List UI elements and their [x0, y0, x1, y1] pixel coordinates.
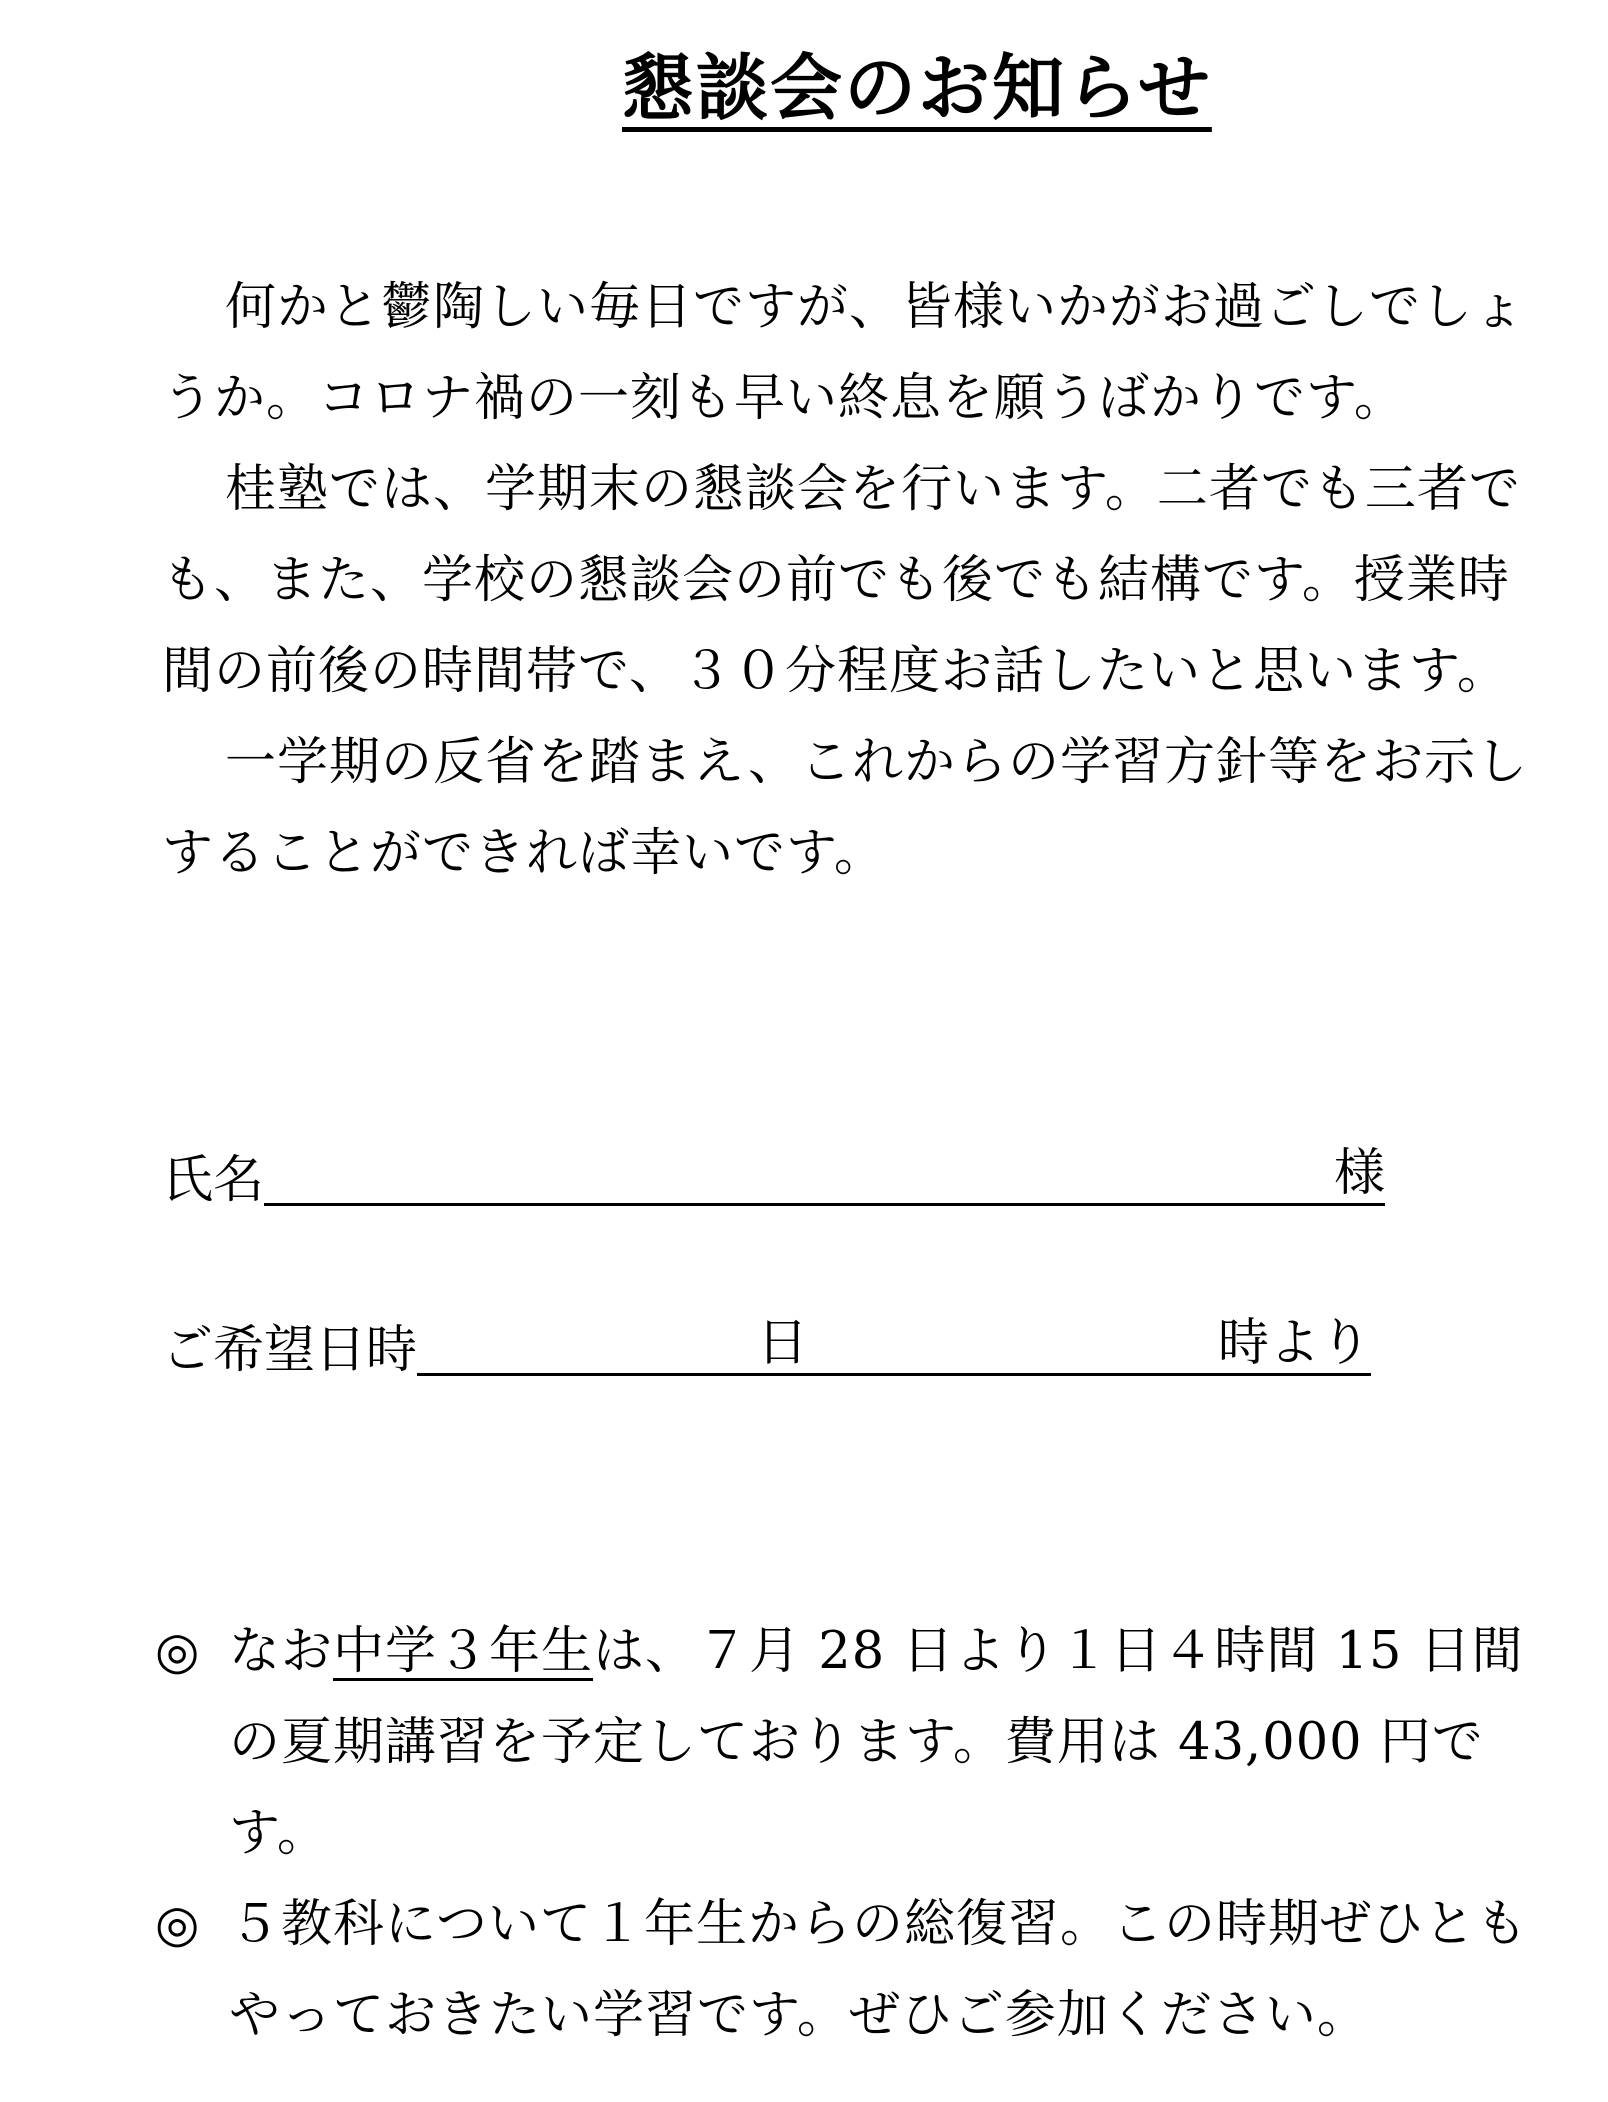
name-suffix: 様	[1334, 1148, 1385, 1206]
double-circle-icon: ◎	[155, 1622, 200, 1681]
note-prefix: なお	[229, 1622, 334, 1681]
note-summer-course	[155, 1606, 1555, 1879]
time-unit: 時より	[1218, 1318, 1371, 1376]
paragraph-meeting-info: 桂塾では、学期末の懇談会を行います。二者でも三者でも、また、学校の懇談会の前でも後でも結構です。授業時間の前後の時間帯で、３０分程度お話したいと思います。	[162, 460, 1521, 701]
notes-section	[155, 1606, 1555, 2061]
name-blank[interactable]	[264, 1151, 1334, 1206]
note-highlight: 中学３年生	[333, 1622, 594, 1681]
note-body	[229, 1606, 1555, 1879]
time-blank[interactable]	[808, 1321, 1218, 1376]
document-title: 懇談会のお知らせ	[622, 46, 1212, 130]
paragraph-purpose: 一学期の反省を踏まえ、これからの学習方針等をお示しすることができれば幸いです。	[162, 733, 1529, 883]
date-field-row	[162, 1314, 1372, 1380]
day-blank[interactable]	[417, 1321, 757, 1376]
note-review	[155, 1879, 1555, 2061]
double-circle-icon: ◎	[155, 1895, 200, 1954]
body-text	[162, 262, 1552, 899]
paragraph-greeting: 何かと鬱陶しい毎日ですが、皆様いかがお過ごしでしょうか。コロナ禍の一刻も早い終息を願うばかりです。	[162, 278, 1526, 428]
note-text: ５教科について１年生からの総復習。この時期ぜひともやっておきたい学習です。ぜひご参加ください。	[229, 1895, 1528, 2045]
name-field-row	[162, 1144, 1386, 1210]
name-label: 氏名	[162, 1151, 265, 1210]
note-text: は、７月 28 日より１日４時間 15 日間の夏期講習を予定しております。費用は 43,000 円です。	[229, 1622, 1524, 1863]
day-unit: 日	[757, 1318, 808, 1376]
note-body	[229, 1879, 1555, 2061]
date-label: ご希望日時	[162, 1321, 418, 1380]
